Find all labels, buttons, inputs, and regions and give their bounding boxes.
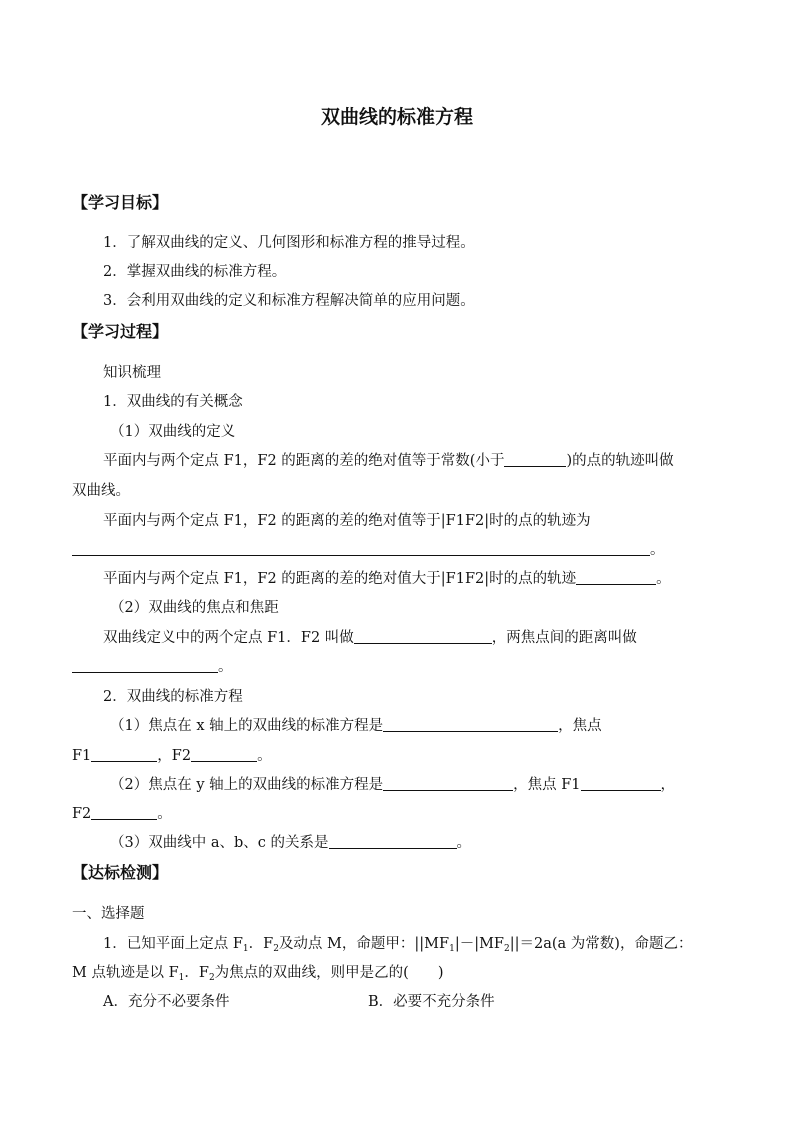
part-choice-heading: 一、选择题 bbox=[72, 906, 145, 922]
page-title: 双曲线的标准方程 bbox=[320, 106, 473, 128]
goal-item-1: 1．了解双曲线的定义、几何图形和标准方程的推导过程。 bbox=[103, 235, 475, 251]
blank-y-f2[interactable] bbox=[91, 804, 157, 820]
x-axis-foci-line: F1 ，F2 。 bbox=[72, 748, 272, 764]
abc-relation-line: （3）双曲线中 a、b、c 的关系是 。 bbox=[110, 835, 471, 851]
concept-item-1: 1．双曲线的有关概念 bbox=[103, 394, 243, 410]
blank-x-equation[interactable] bbox=[383, 716, 558, 732]
goal-item-2: 2．掌握双曲线的标准方程。 bbox=[103, 264, 287, 280]
question-1-line-1: 1．已知平面上定点 $F_1$．$F_2$及动点 M，命题甲：$||MF_1|-|MF_2||=2a(a$ 为常数)，命题乙： bbox=[103, 936, 693, 954]
definition-subheading: （1）双曲线的定义 bbox=[110, 424, 236, 440]
definition-line-1: 平面内与两个定点 F1，F2 的距离的差的绝对值等于常数(小于 )的点的轨迹叫做 bbox=[103, 453, 674, 469]
definition-line-3: 平面内与两个定点 F1，F2 的距离的差的绝对值大于|F1F2|时的点的轨迹 。 bbox=[103, 571, 671, 587]
definition-line-1-cont: 双曲线。 bbox=[72, 483, 130, 499]
goal-item-3: 3．会利用双曲线的定义和标准方程解决简单的应用问题。 bbox=[103, 293, 475, 309]
focus-line: 双曲线定义中的两个定点 F1．F2 叫做 ，两焦点间的距离叫做 bbox=[103, 630, 637, 646]
focus-line-cont: 。 bbox=[72, 657, 233, 677]
definition-line-2: 平面内与两个定点 F1，F2 的距离的差的绝对值等于|F1F2|时的点的轨迹为 bbox=[103, 513, 591, 529]
y-axis-equation-line: （2）焦点在 y 轴上的双曲线的标准方程是 ，焦点 F1 ， bbox=[110, 777, 676, 793]
blank-x-f1[interactable] bbox=[91, 746, 157, 762]
blank-equal-case[interactable] bbox=[72, 540, 650, 556]
section-test-heading: 【达标检测】 bbox=[72, 863, 169, 882]
section-process-heading: 【学习过程】 bbox=[72, 322, 169, 341]
blank-y-equation[interactable] bbox=[383, 775, 513, 791]
blank-greater-case[interactable] bbox=[576, 569, 656, 585]
concept-item-2: 2．双曲线的标准方程 bbox=[103, 689, 243, 705]
blank-y-f1[interactable] bbox=[581, 775, 661, 791]
x-axis-equation-line: （1）焦点在 x 轴上的双曲线的标准方程是 ，焦点 bbox=[110, 718, 602, 734]
definition-line-2-cont: 。 bbox=[72, 540, 665, 560]
blank-x-f2[interactable] bbox=[191, 746, 257, 762]
blank-abc-relation[interactable] bbox=[329, 833, 457, 849]
question-1-option-b[interactable]: B．必要不充分条件 bbox=[368, 994, 495, 1010]
focus-subheading: （2）双曲线的焦点和焦距 bbox=[110, 600, 279, 616]
knowledge-heading: 知识梳理 bbox=[103, 365, 161, 381]
question-1-line-2: M 点轨迹是以 $F_1$．$F_2$为焦点的双曲线，则甲是乙的( ) bbox=[72, 965, 444, 983]
section-goals-heading: 【学习目标】 bbox=[72, 193, 169, 212]
blank-focus-name[interactable] bbox=[354, 628, 492, 644]
blank-focal-distance[interactable] bbox=[72, 657, 218, 673]
question-1-option-a[interactable]: A．充分不必要条件 bbox=[103, 994, 230, 1010]
y-axis-foci-line: F2 。 bbox=[72, 806, 172, 822]
blank-constant[interactable] bbox=[504, 451, 566, 467]
